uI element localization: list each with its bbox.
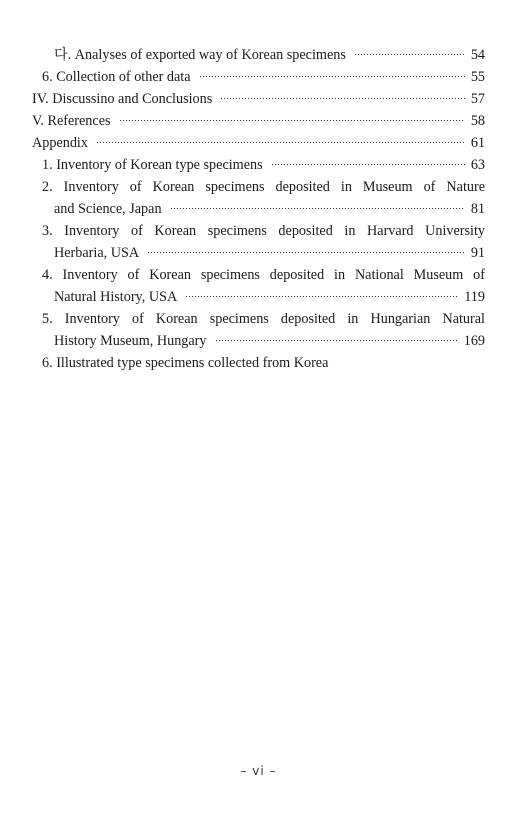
toc-entry[interactable] bbox=[32, 308, 485, 352]
toc-entry-page: 169 bbox=[463, 333, 485, 349]
toc-entry-title-line1: 3. Inventory of Korean specimens deposited in Harvard University bbox=[42, 223, 485, 239]
dot-leader bbox=[185, 296, 458, 297]
toc-entry-title-line2: Natural History, USA bbox=[54, 289, 178, 305]
toc-entry-title-line1: 5. Inventory of Korean specimens deposited in Hungarian Natural bbox=[42, 311, 485, 327]
toc-entry-title: 다. Analyses of exported way of Korean specimens bbox=[54, 47, 346, 63]
dot-leader bbox=[96, 142, 465, 143]
toc-entry[interactable] bbox=[32, 352, 485, 374]
toc-entry[interactable] bbox=[32, 66, 485, 88]
dot-leader bbox=[170, 208, 465, 209]
toc-entry-page: 91 bbox=[470, 245, 485, 261]
toc-entry-title: Appendix bbox=[32, 135, 88, 151]
toc-entry-title-line2: and Science, Japan bbox=[54, 201, 162, 217]
dot-leader bbox=[271, 164, 465, 165]
toc-entry-title-line2: History Museum, Hungary bbox=[54, 333, 207, 349]
table-of-contents bbox=[32, 44, 485, 374]
toc-entry-page: 81 bbox=[470, 201, 485, 217]
dot-leader bbox=[220, 98, 465, 99]
toc-entry[interactable] bbox=[32, 176, 485, 220]
toc-entry[interactable] bbox=[32, 88, 485, 110]
toc-entry-page: 58 bbox=[470, 113, 485, 129]
toc-entry[interactable] bbox=[32, 154, 485, 176]
dot-leader bbox=[215, 340, 458, 341]
toc-entry-page: 55 bbox=[470, 69, 485, 85]
dot-leader bbox=[199, 76, 465, 77]
toc-entry-title: IV. Discussino and Conclusions bbox=[32, 91, 213, 107]
toc-entry[interactable] bbox=[32, 132, 485, 154]
toc-entry[interactable] bbox=[32, 110, 485, 132]
toc-entry-page: 61 bbox=[470, 135, 485, 151]
toc-entry-page: 63 bbox=[470, 157, 485, 173]
toc-entry-title: 6. Illustrated type specimens collected from Korea bbox=[42, 355, 329, 371]
page-number: – vi – bbox=[240, 764, 277, 778]
toc-entry-page: 54 bbox=[470, 47, 485, 63]
toc-entry-page: 57 bbox=[470, 91, 485, 107]
toc-entry-title-line1: 4. Inventory of Korean specimens deposited in National Museum of bbox=[42, 267, 485, 283]
toc-entry-title-line1: 2. Inventory of Korean specimens deposited in Museum of Nature bbox=[42, 179, 485, 195]
toc-entry-title: 1. Inventory of Korean type specimens bbox=[42, 157, 263, 173]
toc-entry-title: 6. Collection of other data bbox=[42, 69, 191, 85]
toc-entry-title: V. References bbox=[32, 113, 111, 129]
dot-leader bbox=[147, 252, 465, 253]
dot-leader bbox=[354, 54, 465, 55]
toc-entry[interactable] bbox=[32, 220, 485, 264]
dot-leader bbox=[119, 120, 465, 121]
toc-entry[interactable] bbox=[32, 44, 485, 66]
toc-entry[interactable] bbox=[32, 264, 485, 308]
toc-entry-page: 119 bbox=[464, 289, 485, 305]
toc-entry-title-line2: Herbaria, USA bbox=[54, 245, 140, 261]
